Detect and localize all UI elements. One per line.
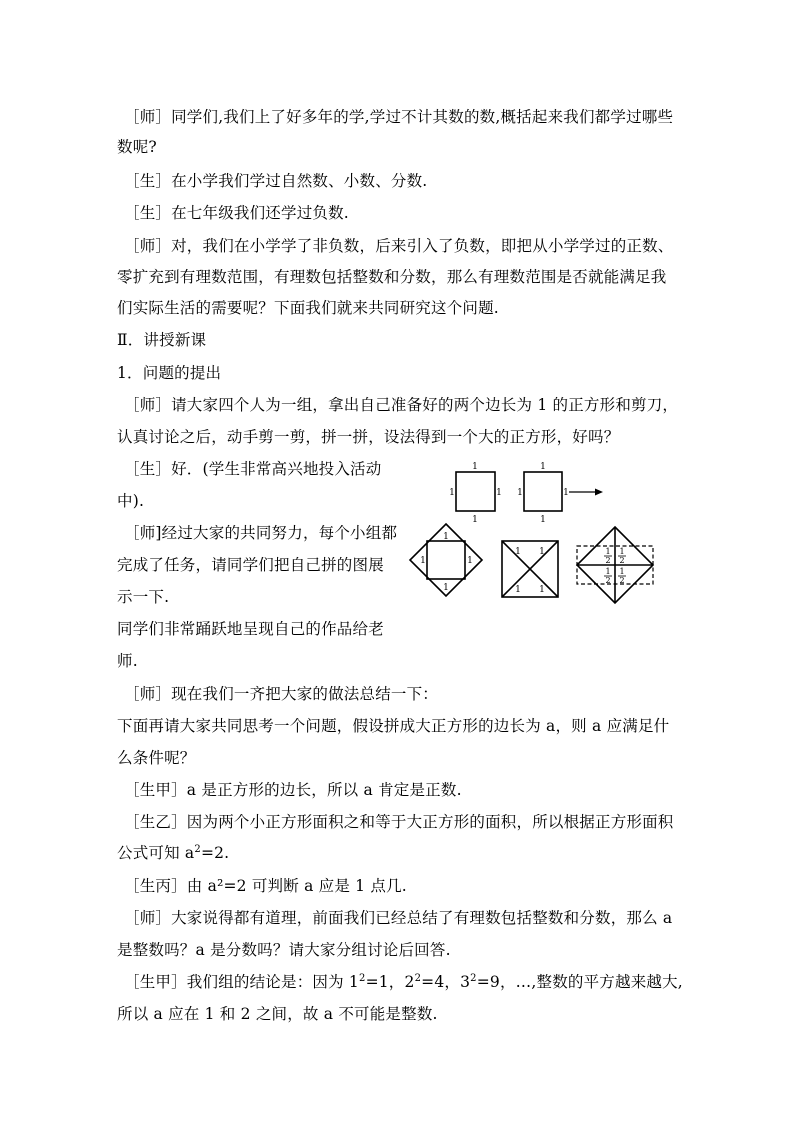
label-one: 1 — [467, 556, 473, 566]
conclusion-line: ［生甲］我们组的结论是：因为 $1^2=1$，$2^2=4$，$3^2=9$，…,整数的平方越来越大, — [124, 973, 683, 991]
label-one: 1 — [539, 547, 545, 557]
text-line: ［生甲］a 是正方形的边长，所以 a 肯定是正数. — [124, 781, 462, 799]
label-one: 1 — [540, 462, 546, 472]
label-one: 1 — [420, 556, 426, 566]
subsection-heading: 1．问题的提出 — [117, 364, 222, 382]
label-half-numerator: 1 — [619, 547, 625, 556]
text-line: 下面再请大家共同思考一个问题，假设拼成大正方形的边长为 a，则 a 应满足什 — [117, 717, 670, 735]
label-half-denominator: 2 — [605, 576, 611, 585]
text-line: ［师］同学们,我们上了好多年的学,学过不计其数的数,概括起来我们都学过哪些 — [124, 108, 674, 126]
text-line: ［生］好．(学生非常高兴地投入活动 — [124, 460, 382, 478]
text-line: ［生丙］由 a²=2 可判断 a 应是 1 点几. — [124, 877, 407, 895]
arrow-icon — [569, 489, 603, 496]
text-line: 所以 a 应在 1 和 2 之间，故 a 不可能是整数. — [117, 1005, 438, 1023]
label-half-denominator: 2 — [619, 556, 625, 565]
label-one: 1 — [515, 585, 521, 595]
formula-line: 公式可知 $a^2=2$. — [117, 844, 230, 862]
section-heading: Ⅱ．讲授新课 — [117, 331, 207, 349]
text-line: 认真讨论之后，动手剪一剪，拼一拼，设法得到一个大的正方形，好吗？ — [117, 428, 620, 446]
label-one: 1 — [540, 515, 546, 525]
unit-square-left — [456, 472, 495, 511]
text-line: 数呢? — [117, 138, 157, 156]
inner-square — [427, 541, 465, 579]
text-line: ［师］大家说得都有道理，前面我们已经总结了有理数包括整数和分数，那么 a — [124, 909, 673, 927]
label-half-numerator: 1 — [605, 547, 611, 556]
text-line: 示一下. — [117, 588, 170, 606]
text-line: ［师］现在我们一齐把大家的做法总结一下： — [124, 685, 439, 703]
text-line: 是整数吗？a 是分数吗？请大家分组讨论后回答. — [117, 941, 451, 959]
text-line: 中). — [117, 492, 145, 510]
label-one: 1 — [496, 488, 502, 498]
label-one: 1 — [515, 547, 521, 557]
text-line: ［生］在小学我们学过自然数、小数、分数. — [124, 172, 428, 190]
label-one: 1 — [472, 462, 478, 472]
text-line: ［师］请大家四个人为一组，拿出自己准备好的两个边长为 1 的正方形和剪刀， — [124, 396, 679, 414]
text-line: 零扩充到有理数范围，有理数包括整数和分数，那么有理数范围是否就能满足我 — [117, 268, 667, 286]
text-line: 么条件呢？ — [117, 749, 196, 767]
label-one: 1 — [517, 488, 523, 498]
label-one: 1 — [472, 515, 478, 525]
label-half-numerator: 1 — [619, 567, 625, 576]
label-one: 1 — [539, 585, 545, 595]
label-half-numerator: 1 — [605, 567, 611, 576]
text-line: ［生乙］因为两个小正方形面积之和等于大正方形的面积，所以根据正方形面积 — [124, 813, 674, 831]
label-one: 1 — [449, 488, 455, 498]
text-line: ［师]经过大家的共同努力，每个小组都 — [124, 524, 398, 542]
label-one: 1 — [443, 583, 449, 593]
text-line: 同学们非常踊跃地呈现自己的作品给老 — [117, 620, 384, 638]
text-line: 完成了任务，请同学们把自己拼的图展 — [117, 556, 384, 574]
text-line: ［生］在七年级我们还学过负数. — [124, 204, 349, 222]
text-line: 师. — [117, 652, 138, 670]
label-one: 1 — [443, 532, 449, 542]
label-half-denominator: 2 — [619, 576, 625, 585]
label-half-denominator: 2 — [605, 556, 611, 565]
square-dissection-diagram — [404, 456, 666, 610]
text-line: 们实际生活的需要呢？下面我们就来共同研究这个问题. — [117, 299, 499, 317]
unit-square-right — [524, 472, 562, 511]
label-one: 1 — [563, 488, 569, 498]
text-line: ［师］对，我们在小学学了非负数，后来引入了负数，即把从小学学过的正数、 — [124, 237, 674, 255]
